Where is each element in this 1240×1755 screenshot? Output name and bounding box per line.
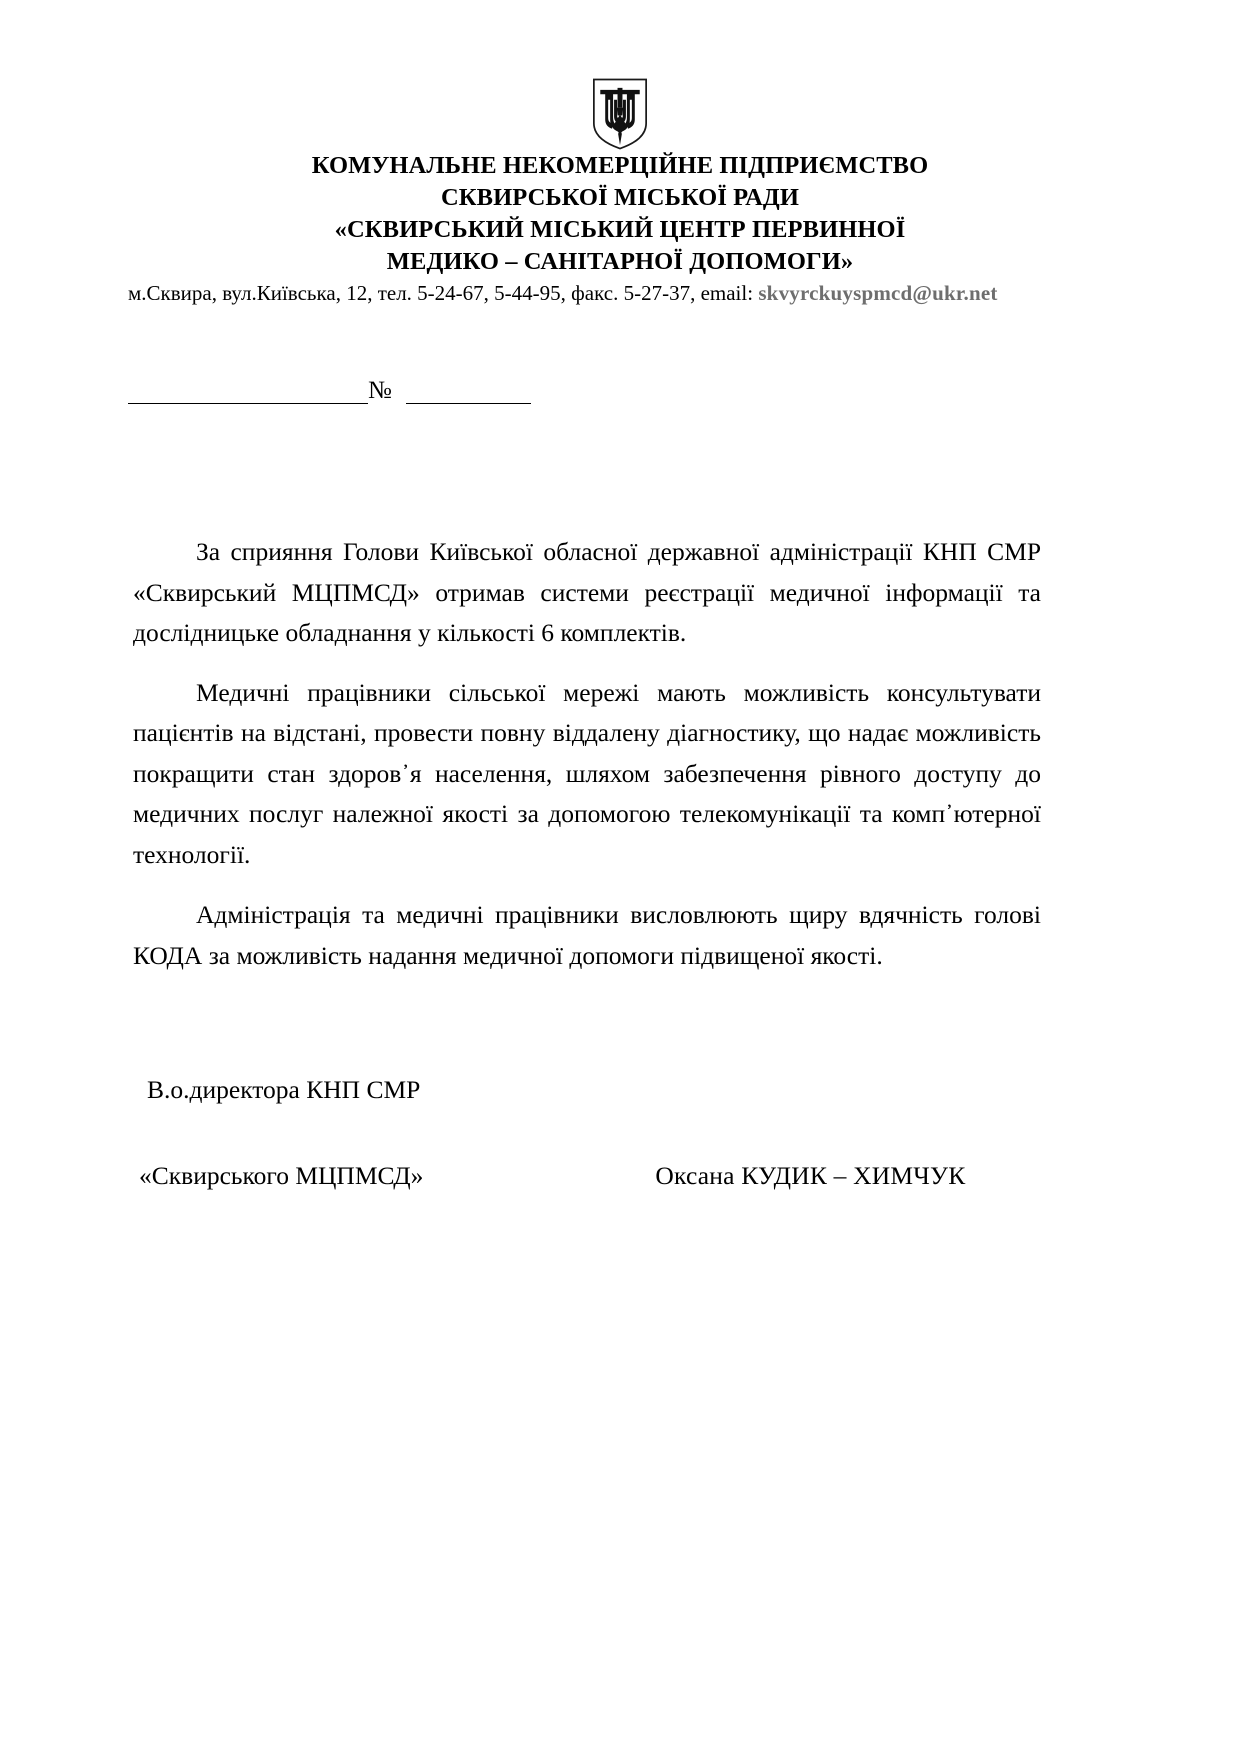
email-address[interactable]: skvyrckuyspmcd@ukr.net [758,281,998,305]
contact-address-phone-fax: м.Сквира, вул.Київська, 12, тел. 5-24-67, 5-44-95, факс. 5-27-37, email: [128,281,759,305]
letterhead-line-2: СКВИРСЬКОЇ МІСЬКОЇ РАДИ [440,183,800,211]
number-symbol: № [368,377,392,404]
body-paragraph-2: Медичні працівники сільської мережі мають можливість консультувати пацієнтів на відстані, провести повну віддалену діагностику, що надає можливість покращити стан здоров᾽я населення, шляхом забезпечення рівного доступу до медичних послуг належної якості за допомогою телекомунікації та комп᾽ютерної технології. [133,677,1041,869]
emblem-container [0,78,1240,150]
signature-block [133,1070,1041,1196]
body-paragraph-1: За сприяння Голови Київської обласної державної адміністрації КНП СМР «Сквирський МЦПМСД» отримав системи реєстрації медичної інформації та дослідницьке обладнання у кількості 6 комплектів. [133,537,1041,647]
number-blank-field[interactable] [406,383,531,404]
letterhead-line-1: КОМУНАЛЬНЕ НЕКОМЕРЦІЙНЕ ПІДПРИЄМСТВО [311,152,929,179]
contact-line [128,281,1180,306]
date-blank-field[interactable] [128,383,368,404]
letterhead-organization-name [0,150,1240,277]
signatory-name: Оксана КУДИК – ХИМЧУК [655,1161,966,1190]
letterhead-line-4: МЕДИКО – САНІТАРНОЇ ДОПОМОГИ» [386,247,854,275]
signature-row [133,1156,1041,1196]
reference-number-line [128,378,531,404]
letter-body [133,532,1041,976]
ukraine-coat-of-arms-tryzub-icon [592,78,648,150]
signatory-role: В.о.директора КНП СМР [147,1075,421,1104]
body-paragraph-3: Адміністрація та медичні працівники висловлюють щиру вдячність голові КОДА за можливість надання медичної допомоги підвищеної якості. [133,900,1041,970]
signatory-organization: «Сквирського МЦПМСД» [139,1161,424,1190]
letterhead-line-3: «СКВИРСЬКИЙ МІСЬКИЙ ЦЕНТР ПЕРВИННОЇ [334,215,906,243]
